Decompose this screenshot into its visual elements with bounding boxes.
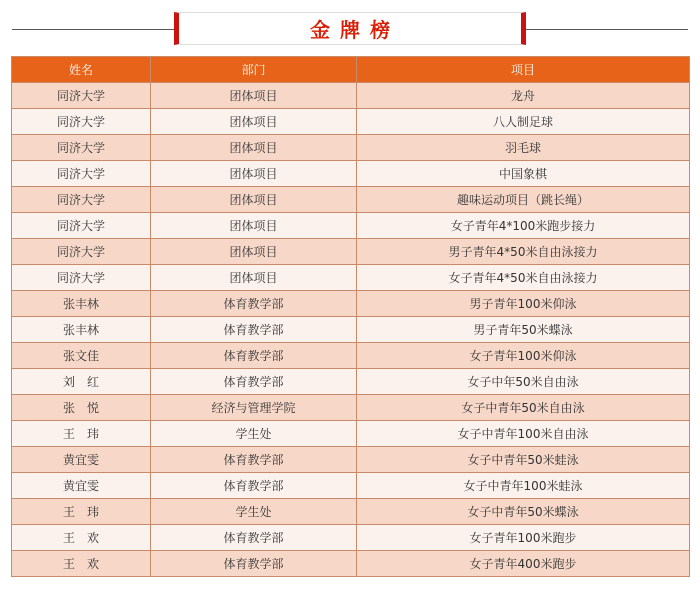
cell-event: 女子中青年100米蛙泳 [357, 473, 690, 499]
medal-table [11, 56, 690, 577]
cell-event: 女子青年4*50米自由泳接力 [357, 265, 690, 291]
table-row [12, 317, 690, 343]
cell-name: 同济大学 [12, 161, 151, 187]
cell-department: 团体项目 [151, 265, 357, 291]
cell-event: 女子中青年100米自由泳 [357, 421, 690, 447]
cell-name: 王 玮 [12, 499, 151, 525]
cell-event: 女子中年50米自由泳 [357, 369, 690, 395]
cell-event: 女子中青年50米蛙泳 [357, 447, 690, 473]
cell-department: 体育教学部 [151, 473, 357, 499]
table-row [12, 213, 690, 239]
cell-name: 王 欢 [12, 525, 151, 551]
cell-event: 女子青年4*100米跑步接力 [357, 213, 690, 239]
cell-department: 学生处 [151, 499, 357, 525]
cell-name: 同济大学 [12, 83, 151, 109]
table-row [12, 421, 690, 447]
cell-event: 中国象棋 [357, 161, 690, 187]
table-header-row [12, 57, 690, 83]
cell-event: 女子青年100米仰泳 [357, 343, 690, 369]
cell-name: 同济大学 [12, 213, 151, 239]
cell-name: 同济大学 [12, 135, 151, 161]
table-row [12, 369, 690, 395]
header-department: 部门 [151, 57, 357, 83]
table-row [12, 239, 690, 265]
cell-name: 张 悦 [12, 395, 151, 421]
cell-department: 团体项目 [151, 109, 357, 135]
cell-event: 八人制足球 [357, 109, 690, 135]
cell-event: 龙舟 [357, 83, 690, 109]
table-row [12, 83, 690, 109]
cell-event: 男子青年50米蝶泳 [357, 317, 690, 343]
cell-event: 趣味运动项目（跳长绳） [357, 187, 690, 213]
header-event: 项目 [357, 57, 690, 83]
cell-name: 刘 红 [12, 369, 151, 395]
cell-name: 同济大学 [12, 109, 151, 135]
cell-name: 黄宜雯 [12, 447, 151, 473]
cell-department: 体育教学部 [151, 369, 357, 395]
cell-name: 黄宜雯 [12, 473, 151, 499]
cell-department: 经济与管理学院 [151, 395, 357, 421]
table-row [12, 265, 690, 291]
cell-department: 学生处 [151, 421, 357, 447]
cell-event: 羽毛球 [357, 135, 690, 161]
cell-department: 体育教学部 [151, 525, 357, 551]
table-row [12, 291, 690, 317]
page-title: 金牌榜 [310, 18, 400, 42]
cell-event: 女子青年100米跑步 [357, 525, 690, 551]
cell-name: 王 玮 [12, 421, 151, 447]
table-row [12, 525, 690, 551]
cell-department: 团体项目 [151, 187, 357, 213]
cell-department: 团体项目 [151, 213, 357, 239]
cell-department: 团体项目 [151, 83, 357, 109]
cell-event: 男子青年4*50米自由泳接力 [357, 239, 690, 265]
cell-name: 同济大学 [12, 265, 151, 291]
table-row [12, 135, 690, 161]
table-row [12, 343, 690, 369]
cell-event: 女子中青年50米蝶泳 [357, 499, 690, 525]
cell-event: 女子青年400米跑步 [357, 551, 690, 577]
cell-department: 团体项目 [151, 239, 357, 265]
cell-name: 张丰林 [12, 317, 151, 343]
cell-department: 体育教学部 [151, 317, 357, 343]
title-banner [174, 12, 526, 45]
cell-department: 体育教学部 [151, 343, 357, 369]
cell-department: 体育教学部 [151, 291, 357, 317]
table-row [12, 395, 690, 421]
table-row [12, 551, 690, 577]
cell-department: 体育教学部 [151, 551, 357, 577]
table-row [12, 447, 690, 473]
cell-name: 张丰林 [12, 291, 151, 317]
header-name: 姓名 [12, 57, 151, 83]
table-row [12, 161, 690, 187]
table-row [12, 499, 690, 525]
table-row [12, 473, 690, 499]
cell-department: 团体项目 [151, 135, 357, 161]
cell-department: 体育教学部 [151, 447, 357, 473]
cell-event: 女子中青年50米自由泳 [357, 395, 690, 421]
cell-name: 同济大学 [12, 239, 151, 265]
cell-name: 王 欢 [12, 551, 151, 577]
cell-event: 男子青年100米仰泳 [357, 291, 690, 317]
cell-name: 张文佳 [12, 343, 151, 369]
cell-department: 团体项目 [151, 161, 357, 187]
cell-name: 同济大学 [12, 187, 151, 213]
table-row [12, 187, 690, 213]
table-row [12, 109, 690, 135]
